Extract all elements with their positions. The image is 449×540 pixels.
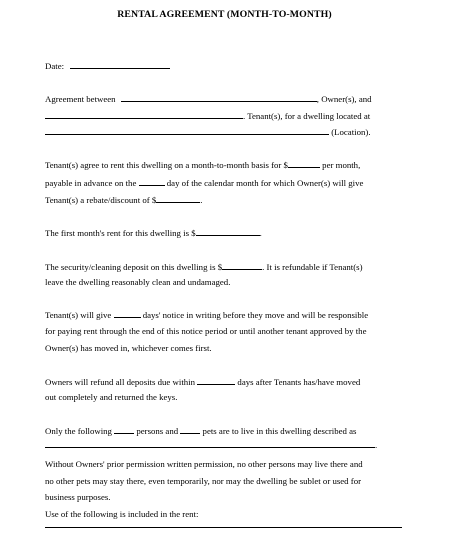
date-label: Date: [45,61,65,71]
rent-text-3b: . [200,195,203,205]
included-in-rent-field[interactable] [45,527,402,528]
refund-days-field[interactable] [197,377,235,385]
deposit-amount-field[interactable] [222,262,262,270]
location-field[interactable] [45,127,329,135]
included-in-rent-line: Use of the following is included in the rent: [45,509,199,519]
rent-text-2a: payable in advance on the [45,178,137,188]
occupants-text-a: Only the following [45,426,112,436]
first-month-rent-field[interactable] [196,228,260,236]
agreement-line-1 [45,94,372,104]
discount-field[interactable] [156,195,203,205]
refund-line-2: out completely and returned the keys. [45,392,178,402]
permission-line-1: Without Owners' prior permission written permission, no other persons may live there and [45,459,363,469]
date-line [45,61,170,71]
notice-line-1 [45,310,368,320]
occupants-line [45,426,356,436]
rent-line-3 [45,195,202,205]
notice-line-3: Owner(s) has moved in, whichever comes first. [45,343,212,353]
first-month-line [45,228,262,238]
rent-text-1a: Tenant(s) agree to rent this dwelling on a month-to-month basis for $ [45,160,288,170]
refund-text-1b: days after Tenants has/have moved [237,377,361,387]
persons-count-field[interactable] [114,426,134,434]
deposit-text-1b: . It is refundable if Tenant(s) [262,262,363,272]
rent-text-1b: per month, [322,160,361,170]
refund-text-1a: Owners will refund all deposits due within [45,377,196,387]
occupants-text-b: persons and [136,426,179,436]
agreement-line-2 [45,111,370,121]
occupants-text-c: pets are to live in this dwelling described as [202,426,357,436]
notice-days-field[interactable] [114,310,141,318]
dwelling-description-field[interactable] [45,440,378,450]
date-field[interactable] [70,61,170,69]
owners-text: , Owner(s), and [316,94,372,104]
first-month-period: . [259,228,262,238]
dwelling-description-period: . [375,440,378,450]
deposit-text-1a: The security/cleaning deposit on this dwelling is $ [45,262,223,272]
agreement-line-3 [45,127,371,137]
tenants-text: . Tenant(s), for a dwelling located at [243,111,371,121]
permission-line-2: no other pets may stay there, even temporarily, nor may the dwelling be sublet or used for [45,476,362,486]
notice-line-2: for paying rent through the end of this notice period or until another tenant approved by the [45,326,367,336]
location-text: (Location). [331,127,371,137]
deposit-line-1 [45,262,363,272]
first-month-text: The first month's rent for this dwelling is $ [45,228,196,238]
pets-count-field[interactable] [180,426,200,434]
rent-line-2 [45,178,363,188]
tenant-name-field[interactable] [45,111,243,119]
dwelling-description-line [45,440,377,450]
rent-line-1 [45,160,360,170]
notice-text-1a: Tenant(s) will give [45,310,112,320]
rent-text-3a: Tenant(s) a rebate/discount of $ [45,195,157,205]
owner-name-field[interactable] [121,94,317,102]
due-day-field[interactable] [139,178,165,186]
refund-line-1 [45,377,360,387]
agreement-between-text: Agreement between [45,94,116,104]
document-title: RENTAL AGREEMENT (MONTH-TO-MONTH) [117,9,332,20]
rent-text-2b: day of the calendar month for which Owner(s) will give [166,178,364,188]
deposit-line-2: leave the dwelling reasonably clean and undamaged. [45,277,231,287]
notice-text-1b: days' notice in writing before they move and will be responsible [142,310,369,320]
permission-line-3: business purposes. [45,492,111,502]
monthly-rent-field[interactable] [288,160,320,168]
